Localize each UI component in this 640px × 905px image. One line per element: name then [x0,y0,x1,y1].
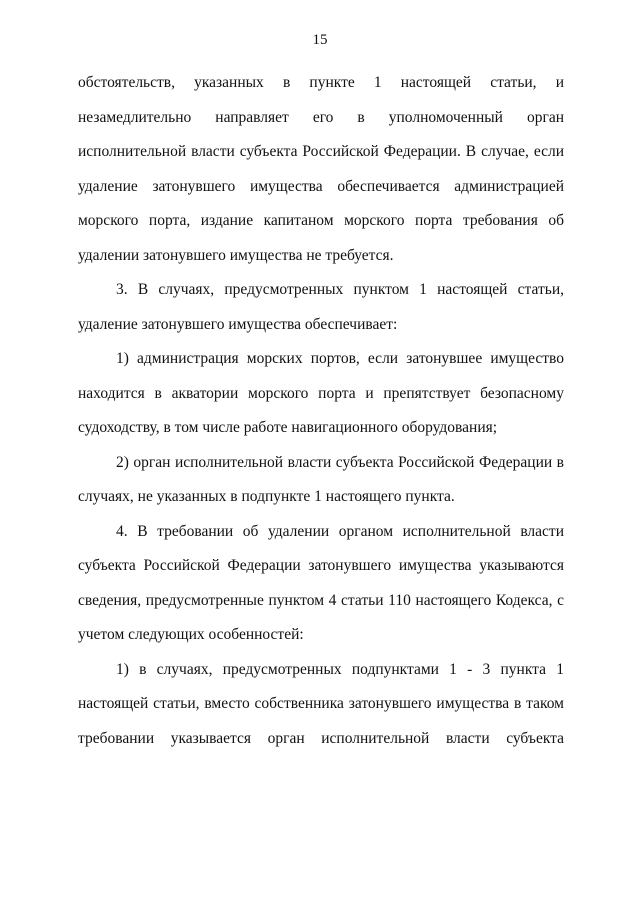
paragraph-subclause-4-1: 1) в случаях, предусмотренных подпунктами 1 - 3 пункта 1 настоящей статьи, вместо собственника затонувшего имущества в таком требовании указывается орган исполнительной власти субъекта [78,660,564,747]
paragraph-clause-3: 3. В случаях, предусмотренных пунктом 1 настоящей статьи, удаление затонувшего имущества обеспечивает: [78,281,564,333]
paragraph-subclause-3-2: 2) орган исполнительной власти субъекта Российской Федерации в случаях, не указанных в подпункте 1 настоящего пункта. [78,453,564,505]
paragraph-clause-4: 4. В требовании об удалении органом исполнительной власти субъекта Российской Федерации затонувшего имущества указываются сведения, предусмотренные пунктом 4 статьи 110 настоящего Кодекса, с учетом следующих особенностей: [78,522,564,643]
paragraph-subclause-3-1: 1) администрация морских портов, если затонувшее имущество находится в акватории морского порта и препятствует безопасному судоходству, в том числе работе навигационного оборудования; [78,350,564,436]
document-body [78,66,564,756]
paragraph-continuation: обстоятельств, указанных в пункте 1 настоящей статьи, и незамедлительно направляет его в уполномоченный орган исполнительной власти субъекта Российской Федерации. В случае, если удаление затонувшего имущества обеспечивается администрацией морского порта, издание капитаном морского порта требования об удалении затонувшего имущества не требуется. [78,74,564,264]
page-number: 15 [312,32,328,48]
